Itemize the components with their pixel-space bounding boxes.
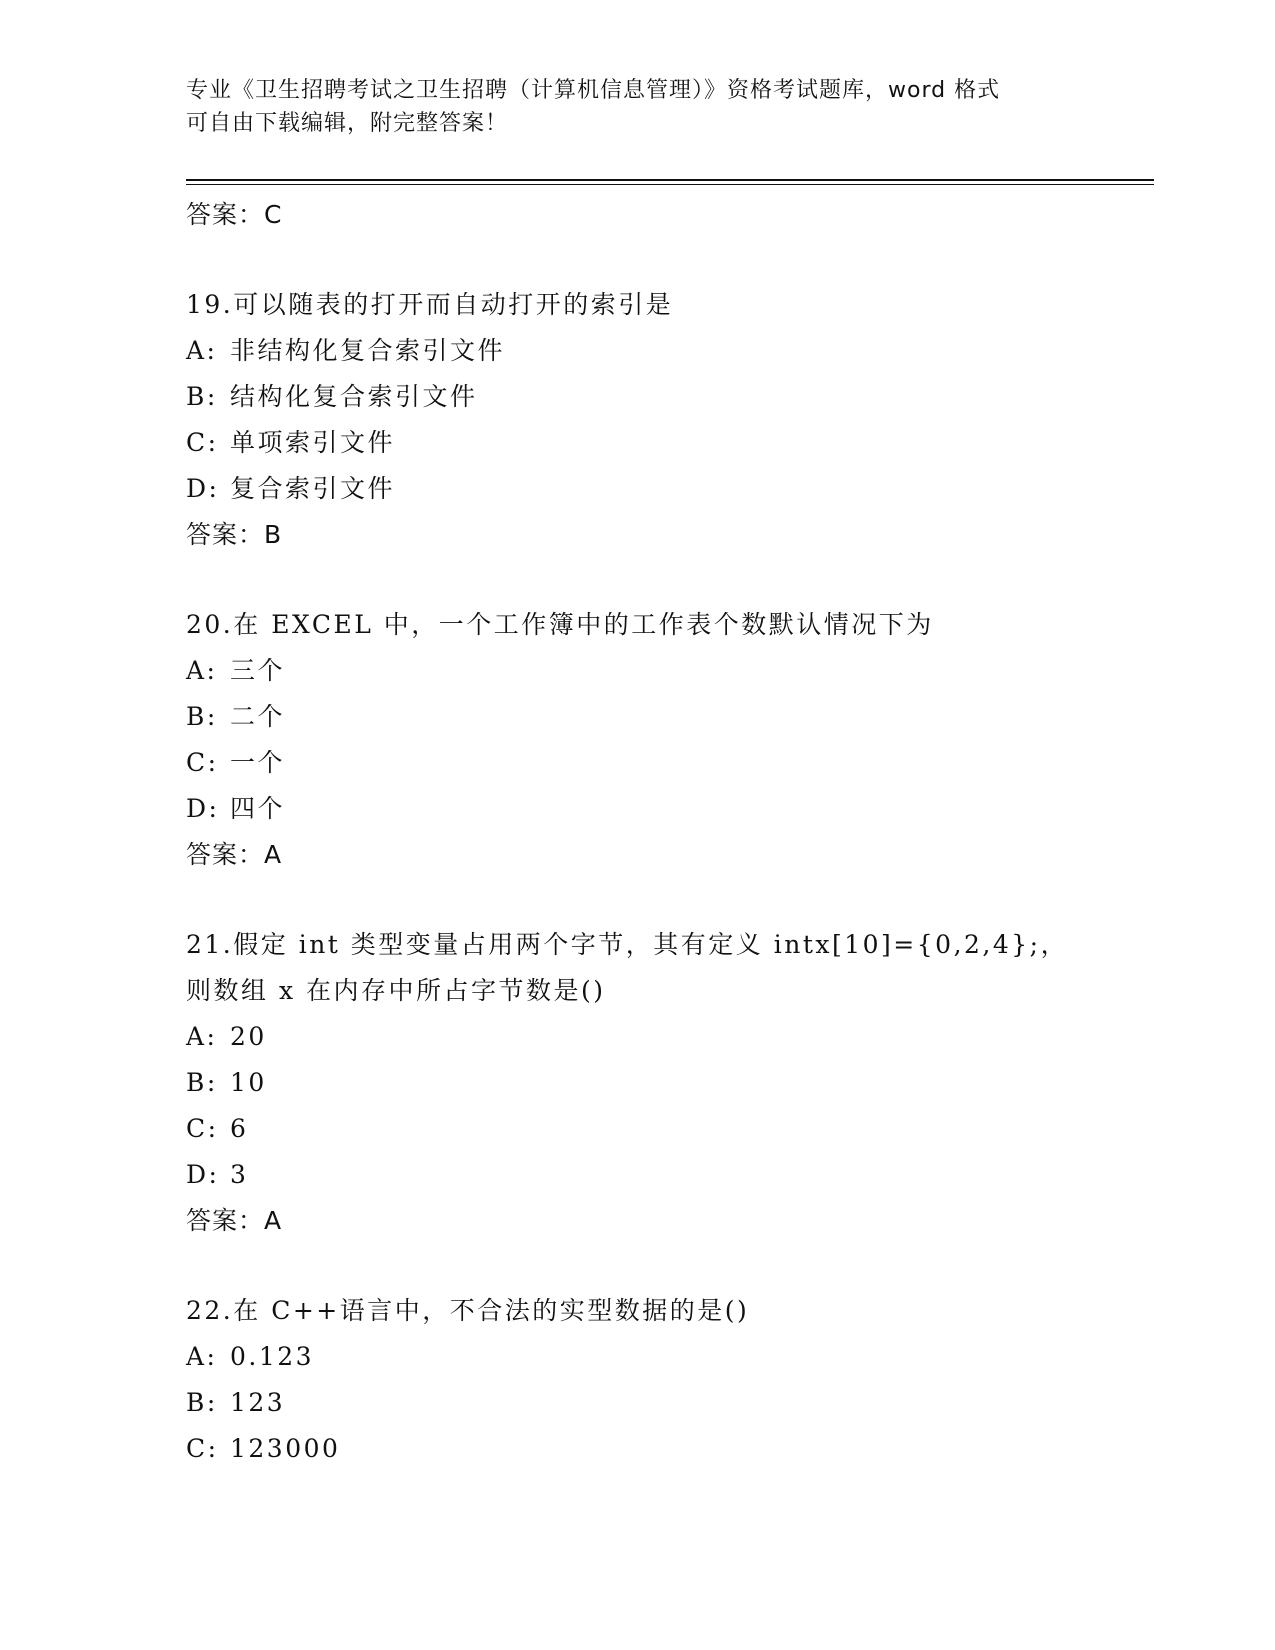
option-text: 10 [230, 1068, 267, 1097]
option-letter: B: [186, 702, 218, 731]
question-21 [186, 922, 1086, 1244]
answer-line: 答案：A [186, 840, 283, 869]
option-letter: B: [186, 1068, 218, 1097]
option-letter: A: [186, 1342, 218, 1371]
option-text: 0.123 [230, 1342, 315, 1371]
question-stem: 20.在 EXCEL 中，一个工作簿中的工作表个数默认情况下为 [186, 610, 934, 639]
spacer [186, 558, 1086, 602]
option-letter: C: [186, 428, 219, 457]
question-list [186, 192, 1086, 1472]
option-text: 三个 [230, 656, 286, 685]
header-rule-thin [186, 184, 1154, 185]
option-text: 四个 [230, 794, 286, 823]
option-text: 123000 [230, 1434, 341, 1463]
option-a [186, 328, 1086, 374]
spacer [186, 238, 1086, 282]
option-letter: B: [186, 1388, 218, 1417]
answer-line: 答案：C [186, 200, 283, 229]
document-header [186, 74, 1076, 140]
option-a [186, 1334, 1086, 1380]
option-c [186, 740, 1086, 786]
option-d [186, 466, 1086, 512]
header-line-1: 专业《卫生招聘考试之卫生招聘（计算机信息管理）》资格考试题库，word 格式 [186, 78, 1001, 103]
option-a [186, 648, 1086, 694]
question-stem-line-2: 则数组 x 在内存中所占字节数是() [186, 976, 606, 1005]
header-line-2: 可自由下载编辑，附完整答案！ [186, 111, 509, 136]
option-letter: C: [186, 1434, 219, 1463]
question-20 [186, 602, 1086, 878]
option-text: 单项索引文件 [230, 428, 396, 457]
option-letter: D: [186, 1160, 220, 1189]
option-text: 非结构化复合索引文件 [230, 336, 506, 365]
option-letter: D: [186, 794, 220, 823]
option-c [186, 420, 1086, 466]
answer-line: 答案：B [186, 520, 283, 549]
option-text: 复合索引文件 [230, 474, 396, 503]
option-letter: A: [186, 656, 218, 685]
option-letter: B: [186, 382, 218, 411]
option-b [186, 1380, 1086, 1426]
option-letter: C: [186, 1114, 219, 1143]
option-text: 3 [230, 1160, 249, 1189]
option-text: 一个 [230, 748, 286, 777]
spacer [186, 878, 1086, 922]
question-22 [186, 1288, 1086, 1472]
option-a [186, 1014, 1086, 1060]
option-text: 20 [230, 1022, 267, 1051]
answer-line: 答案：A [186, 1206, 283, 1235]
option-letter: A: [186, 336, 218, 365]
option-letter: D: [186, 474, 220, 503]
option-b [186, 1060, 1086, 1106]
option-letter: A: [186, 1022, 218, 1051]
option-text: 二个 [230, 702, 286, 731]
option-text: 123 [230, 1388, 286, 1417]
option-b [186, 374, 1086, 420]
option-letter: C: [186, 748, 219, 777]
header-rule-thick [186, 179, 1154, 181]
question-stem-line-1: 21.假定 int 类型变量占用两个字节，其有定义 intx[10]={0,2,4};， [186, 930, 1069, 959]
option-c [186, 1426, 1086, 1472]
question-stem: 22.在 C++语言中，不合法的实型数据的是() [186, 1296, 750, 1325]
spacer [186, 1244, 1086, 1288]
option-d [186, 1152, 1086, 1198]
option-text: 结构化复合索引文件 [230, 382, 478, 411]
question-19 [186, 282, 1086, 558]
option-c [186, 1106, 1086, 1152]
option-text: 6 [230, 1114, 249, 1143]
question-stem: 19.可以随表的打开而自动打开的索引是 [186, 290, 674, 319]
option-b [186, 694, 1086, 740]
option-d [186, 786, 1086, 832]
